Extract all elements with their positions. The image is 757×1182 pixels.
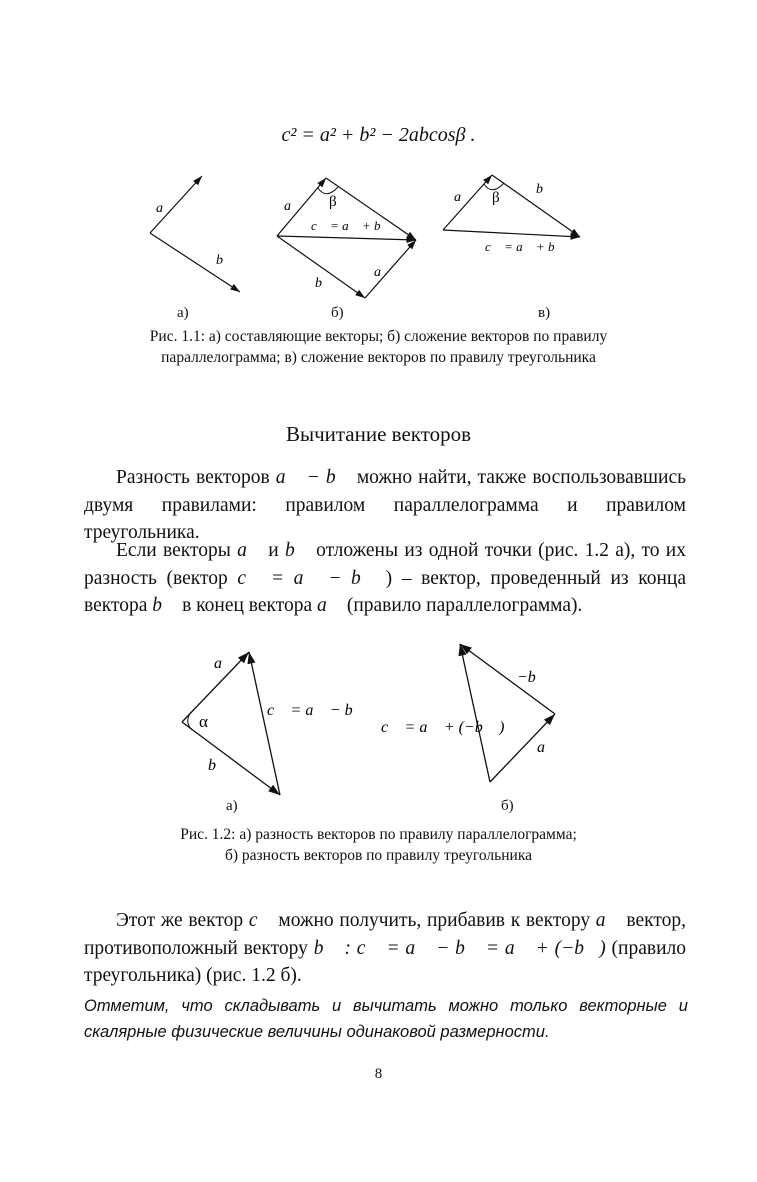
paragraph-3 (84, 907, 686, 990)
paragraph-1 (84, 464, 686, 547)
p3-text1: Этот же вектор (116, 910, 249, 931)
fig2a-label-c-diff: c⃗ = a⃗ − b⃗ (267, 702, 366, 719)
fig1b-label-b-bottom: b⃗ (315, 276, 333, 291)
fig1a-label-b: b⃗ (216, 253, 234, 268)
italic-note: Отметим, что складывать и вычитать можно только векторные и скалярные физические величины одинаковой размерности. (84, 997, 688, 1041)
fig1b-vector-c-sum (277, 236, 416, 240)
fig2b-label-c-sum: c⃗ = a⃗ + (−b⃗ ) (381, 719, 505, 736)
fig1v-label-b: b⃗ (536, 182, 554, 197)
p3-math-a: a⃗ (595, 910, 621, 931)
p3-math-expr: b⃗ : c⃗ = a⃗ − b⃗ = a⃗ + (−b⃗) (313, 937, 606, 959)
figure-1-1 (0, 160, 757, 310)
p1-math-diff: a⃗ − b⃗ (275, 467, 351, 488)
fig1b-angle-arc (318, 187, 338, 194)
fig2a-label-a: a⃗ (214, 655, 235, 672)
fig2-caption-line2: б) разность векторов по правилу треугольника (224, 847, 532, 864)
fig1b-label-c-sum: c⃗ = a⃗ + b⃗ (311, 218, 391, 233)
p2-text1: Если векторы (116, 540, 238, 561)
fig2b-label-minus-b: −b⃗ (517, 669, 549, 686)
fig1a-label-a: a⃗ (156, 201, 174, 216)
paragraph-2 (84, 537, 686, 620)
fig1v-label-a: a⃗ (454, 190, 472, 205)
fig1-sub-v: в) (538, 305, 551, 321)
fig1-caption (0, 326, 757, 368)
p3-text2: можно получить, прибавив к вектору (272, 910, 596, 931)
p2-text6: (правило параллелограмма). (341, 595, 583, 616)
fig1-caption-line1: Рис. 1.1: а) составляющие векторы; б) сложение векторов по правилу (149, 328, 608, 345)
p2-text5: в конец вектора (177, 595, 318, 616)
fig2a-label-alpha: α (199, 712, 208, 731)
p2-math-b: b⃗ (284, 540, 310, 561)
fig1v-vector-c-sum (443, 230, 580, 237)
p2-text4: ) – вектор, проведенный из конца вектора (84, 567, 686, 616)
fig2a-vector-c-diff (249, 652, 280, 795)
figure-1-2 (0, 630, 757, 805)
fig2-sub-b: б) (501, 798, 514, 814)
fig2a-vector-b (182, 722, 280, 795)
fig2-caption-line1: Рис. 1.2: а) разность векторов по правилу параллелограмма; (180, 826, 577, 843)
fig1b-label-a-bottom: a⃗ (374, 265, 392, 280)
section-heading: Вычитание векторов (285, 422, 472, 446)
p2-math-b2: b⃗ (152, 595, 178, 616)
fig1-sub-b: б) (331, 305, 344, 321)
fig1b-label-beta: β (329, 194, 337, 210)
p1-text2: можно найти, также воспользовавшись двумя правилами: правилом параллелограмма и правилом треугольника. (84, 467, 686, 543)
fig2-sub-a: а) (226, 798, 238, 814)
p2-text3: отложены из одной точки (рис. 1.2 а), то их разность (вектор (84, 540, 686, 589)
fig2b-vector-c-sum (460, 644, 490, 782)
p3-text4: (правило треугольника) (рис. 1.2 б). (84, 937, 686, 986)
fig2b-label-a: a⃗ (537, 739, 558, 756)
p1-text1: Разность векторов (116, 467, 276, 488)
fig2-caption (0, 824, 757, 866)
p3-text3: вектор, противоположный вектору (84, 910, 686, 959)
p2-text2: и (262, 540, 285, 561)
page-number: 8 (374, 1066, 383, 1082)
p2-math-a: a⃗ (237, 540, 262, 561)
fig1v-angle-arc (484, 183, 504, 190)
p2-math-c: c⃗ = a⃗ − b⃗ (237, 567, 376, 589)
fig1-sub-a: а) (177, 305, 189, 321)
fig1v-label-c-sum: c⃗ = a⃗ + b⃗ (485, 239, 565, 254)
fig2a-label-b: b⃗ (208, 757, 229, 774)
fig1-caption-line2: параллелограмма; в) сложение векторов по правилу треугольника (161, 349, 596, 366)
law-of-cosines-formula: c² = a² + b² − 2abcosβ . (281, 124, 476, 146)
fig1v-label-beta: β (492, 190, 500, 206)
fig1b-label-a-top: a⃗ (284, 199, 302, 214)
p3-math-c: c⃗ (248, 910, 273, 931)
p2-math-a2: a⃗ (317, 595, 342, 616)
